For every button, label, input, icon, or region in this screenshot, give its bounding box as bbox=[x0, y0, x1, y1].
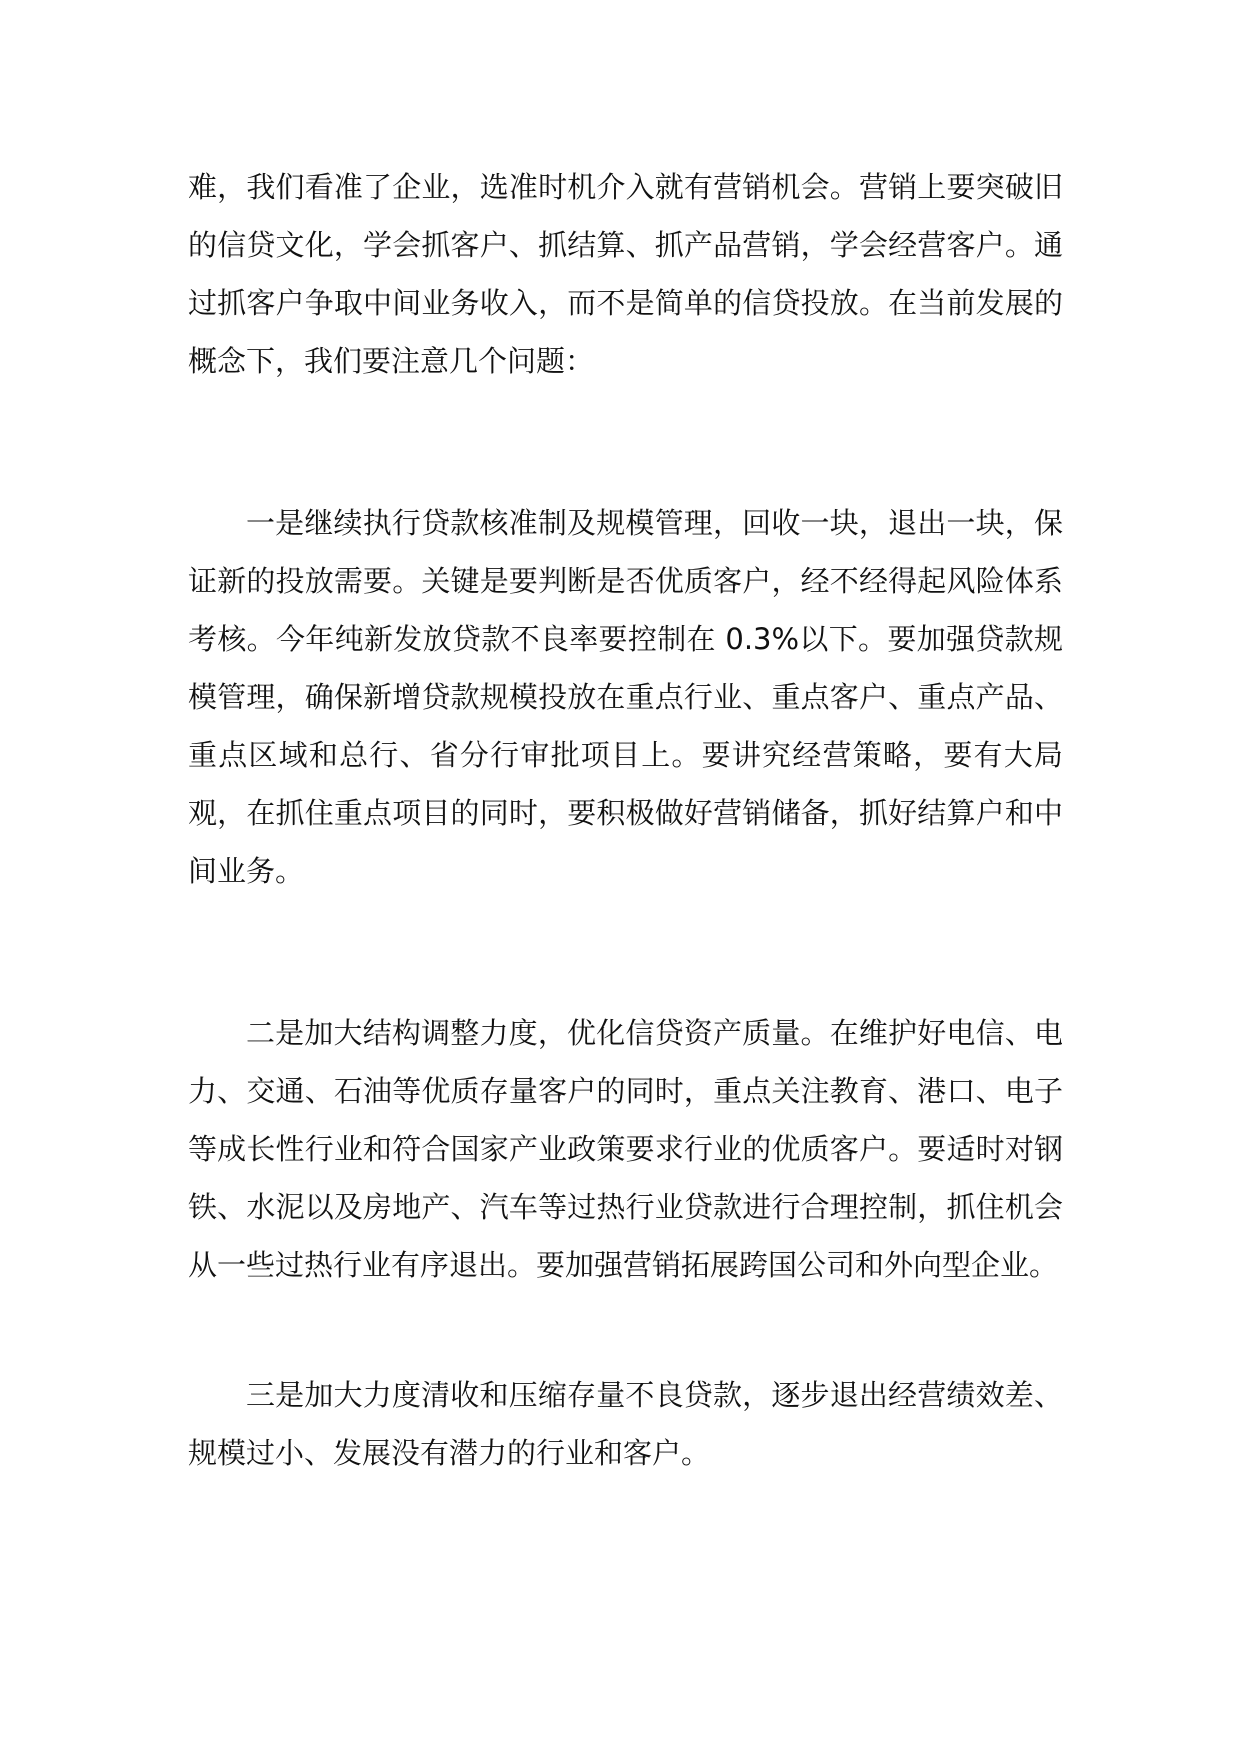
paragraph-spacer bbox=[188, 390, 1063, 494]
paragraph-spacer bbox=[188, 1294, 1063, 1366]
document-body bbox=[188, 158, 1063, 1482]
paragraph-intro: 难，我们看准了企业，选准时机介入就有营销机会。营销上要突破旧的信贷文化，学会抓客户、抓结算、抓产品营销，学会经营客户。通过抓客户争取中间业务收入，而不是简单的信贷投放。在当前发展的概念下，我们要注意几个问题： bbox=[188, 170, 1063, 378]
paragraph-point-one: 一是继续执行贷款核准制及规模管理，回收一块，退出一块，保证新的投放需要。关键是要判断是否优质客户，经不经得起风险体系考核。今年纯新发放贷款不良率要控制在 0.3%以下。要加强贷款规模管理，确保新增贷款规模投放在重点行业、重点客户、重点产品、重点区域和总行、省分行审批项目上。要讲究经营策略，要有大局观，在抓住重点项目的同时，要积极做好营销储备，抓好结算户和中间业务。 bbox=[188, 506, 1063, 888]
paragraph-spacer bbox=[188, 900, 1063, 1004]
paragraph-point-two: 二是加大结构调整力度，优化信贷资产质量。在维护好电信、电力、交通、石油等优质存量客户的同时，重点关注教育、港口、电子等成长性行业和符合国家产业政策要求行业的优质客户。要适时对钢铁、水泥以及房地产、汽车等过热行业贷款进行合理控制，抓住机会从一些过热行业有序退出。要加强营销拓展跨国公司和外向型企业。 bbox=[188, 1016, 1063, 1282]
paragraph-point-three: 三是加大力度清收和压缩存量不良贷款，逐步退出经营绩效差、规模过小、发展没有潜力的行业和客户。 bbox=[188, 1378, 1063, 1470]
